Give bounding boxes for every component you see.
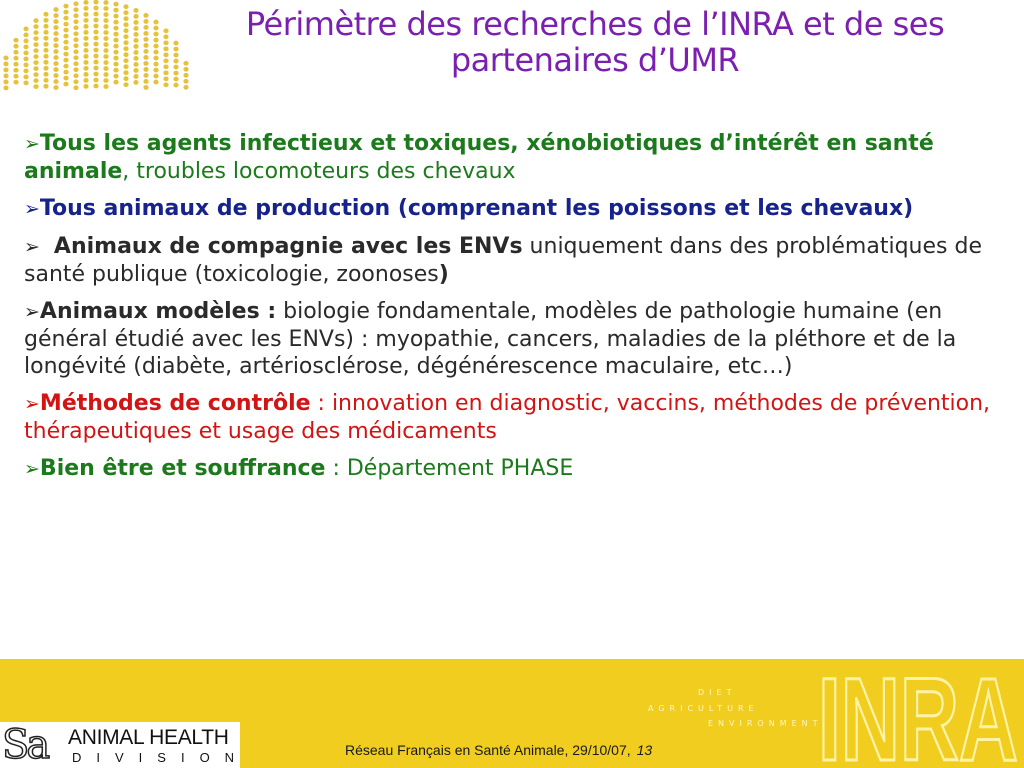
inra-logo-icon — [816, 666, 1021, 766]
arrow-bullet-icon: ➢ — [24, 133, 40, 155]
footer-citation — [345, 742, 652, 758]
tagline-environment: ENVIRONMENT — [708, 719, 823, 728]
bullet-bold: Tous les agents infectieux et toxiques, xénobiotiques d’intérêt en santé animale — [24, 131, 934, 184]
bullet-companion-animals — [24, 233, 1009, 288]
tagline-agriculture: AGRICULTURE — [648, 704, 759, 713]
slide-title: Périmètre des recherches de l’INRA et de ses partenaires d’UMR — [245, 5, 945, 79]
bullet-production-animals — [24, 195, 1009, 223]
bullet-bold: Méthodes de contrôle — [39, 391, 311, 416]
bullet-bold: Animaux de compagnie avec les ENVs — [53, 234, 523, 259]
bullet-close-paren: ) — [438, 262, 449, 287]
bullet-text: : innovation en diagnostic, vaccins, méthodes de prévention, thérapeutiques et usage des médicaments — [24, 391, 991, 444]
bullet-bold: Animaux modèles : — [39, 299, 277, 324]
sa-logo: Sa — [2, 722, 48, 768]
arrow-bullet-icon: ➢ — [24, 198, 40, 220]
arrow-bullet-icon: ➢ — [24, 236, 40, 258]
wheat-logo-icon — [0, 0, 190, 92]
page-number: 13 — [636, 742, 653, 758]
bullet-text: : Département PHASE — [325, 456, 574, 481]
bullet-welfare — [24, 455, 1009, 483]
bullet-infectious-agents — [24, 130, 1009, 185]
brand-name: ANIMAL HEALTH — [68, 726, 229, 749]
bullet-bold: Tous animaux de production (comprenant les poissons et les chevaux) — [39, 196, 914, 221]
bullet-model-animals — [24, 298, 1009, 380]
brand-division: DIVISION — [72, 750, 250, 765]
bullet-text: uniquement dans des problématiques de santé publique (toxicologie, zoonoses — [24, 234, 982, 287]
arrow-bullet-icon: ➢ — [24, 393, 40, 415]
arrow-bullet-icon: ➢ — [24, 458, 40, 480]
inra-logo-text: INRA — [818, 666, 1018, 766]
bullet-bold: Bien être et souffrance — [39, 456, 326, 481]
bullet-list — [24, 130, 1009, 493]
citation-text: Réseau Français en Santé Animale, 29/10/07, — [345, 742, 631, 758]
bullet-text: biologie fondamentale, modèles de pathologie humaine (en général étudié avec les ENVs) : myopathie, cancers, maladies de la pléthore et de la longévité (diabète, artériosclérose, dégénérescence maculaire, etc…) — [24, 299, 957, 379]
arrow-bullet-icon: ➢ — [24, 301, 40, 323]
tagline-diet: DIET — [698, 688, 737, 697]
bullet-text: , troubles locomoteurs des chevaux — [122, 159, 516, 184]
bullet-control-methods — [24, 390, 1009, 445]
